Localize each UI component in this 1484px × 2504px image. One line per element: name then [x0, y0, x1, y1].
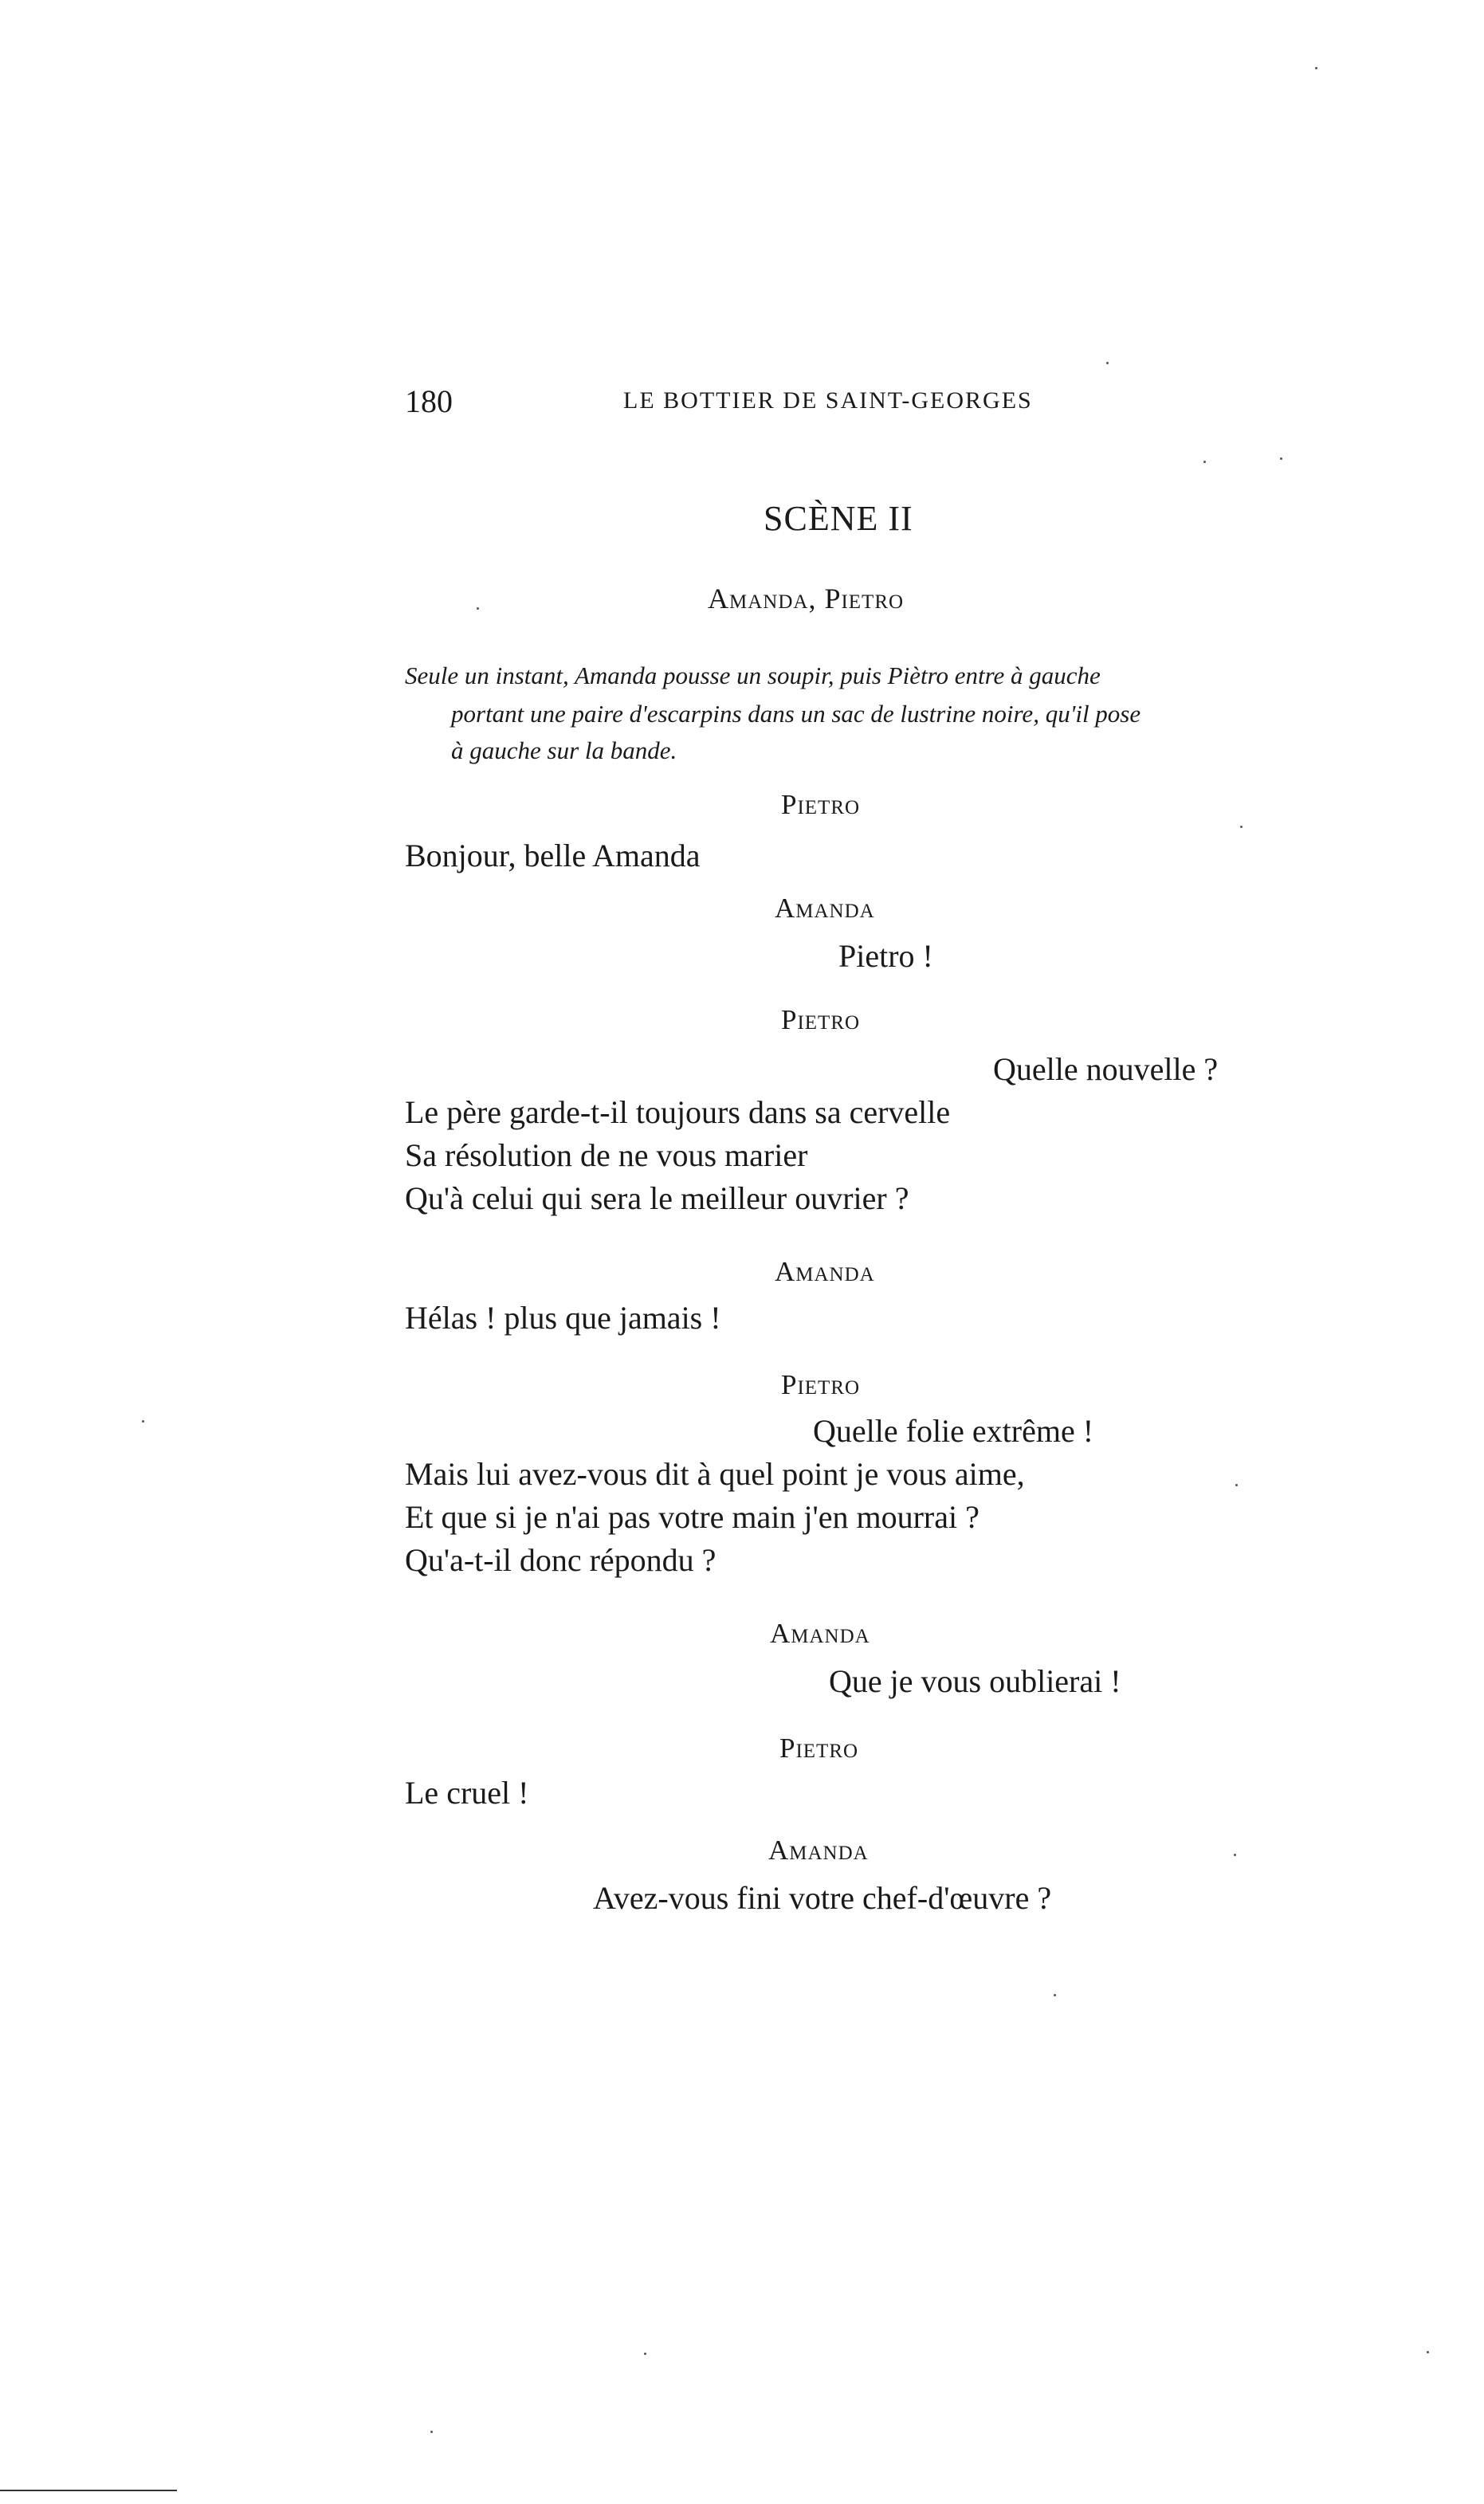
verse-line: Pietro !	[838, 938, 933, 974]
scan-speck	[430, 2431, 433, 2433]
stage-direction-line: portant une paire d'escarpins dans un sac de lustrine noire, qu'il pose	[451, 700, 1141, 728]
speaker-name: Pietro	[781, 1369, 861, 1400]
verse-line: Quelle nouvelle ?	[993, 1051, 1219, 1087]
scan-speck	[644, 2353, 646, 2355]
scan-speck	[1106, 362, 1109, 364]
scan-speck	[1235, 1484, 1238, 1486]
verse-line: Sa résolution de ne vous marier	[405, 1137, 808, 1173]
scan-speck	[142, 1420, 144, 1423]
verse-line: Qu'a-t-il donc répondu ?	[405, 1542, 716, 1578]
running-title: LE BOTTIER DE SAINT-GEORGES	[623, 387, 1033, 414]
scan-speck	[1280, 457, 1282, 460]
scan-speck	[1054, 1994, 1056, 1996]
scan-speck	[477, 607, 479, 610]
scene-title: SCÈNE II	[764, 499, 913, 538]
scene-characters: Amanda, Pietro	[708, 583, 905, 614]
verse-line: Bonjour, belle Amanda	[405, 838, 701, 873]
verse-line: Le cruel !	[405, 1775, 529, 1811]
scan-speck	[1240, 826, 1243, 828]
verse-line: Avez-vous fini votre chef-d'œuvre ?	[593, 1880, 1052, 1916]
scan-speck	[1234, 1854, 1236, 1856]
speaker-name: Amanda	[770, 1618, 870, 1649]
verse-line: Quelle folie extrême !	[813, 1413, 1094, 1449]
speaker-name: Amanda	[768, 1835, 869, 1866]
verse-line: Que je vous oublierai !	[829, 1663, 1121, 1699]
verse-line: Et que si je n'ai pas votre main j'en mourrai ?	[405, 1499, 980, 1535]
verse-line: Le père garde-t-il toujours dans sa cervelle	[405, 1094, 951, 1130]
speaker-name: Pietro	[781, 789, 861, 820]
speaker-name: Pietro	[779, 1733, 859, 1764]
scan-speck	[1315, 67, 1317, 69]
footer-rule	[0, 2490, 177, 2491]
verse-line: Qu'à celui qui sera le meilleur ouvrier ?	[405, 1180, 909, 1216]
speaker-name: Pietro	[781, 1004, 861, 1035]
scan-speck	[1427, 2351, 1429, 2353]
page-number: 180	[405, 383, 453, 419]
stage-direction-line: Seule un instant, Amanda pousse un soupir, puis Piètro entre à gauche	[405, 661, 1101, 689]
verse-line: Mais lui avez-vous dit à quel point je vous aime,	[405, 1456, 1025, 1492]
stage-direction-line: à gauche sur la bande.	[451, 736, 677, 764]
scan-speck	[1203, 461, 1206, 463]
speaker-name: Amanda	[775, 1256, 875, 1287]
verse-line: Hélas ! plus que jamais !	[405, 1300, 721, 1336]
speaker-name: Amanda	[775, 893, 875, 924]
